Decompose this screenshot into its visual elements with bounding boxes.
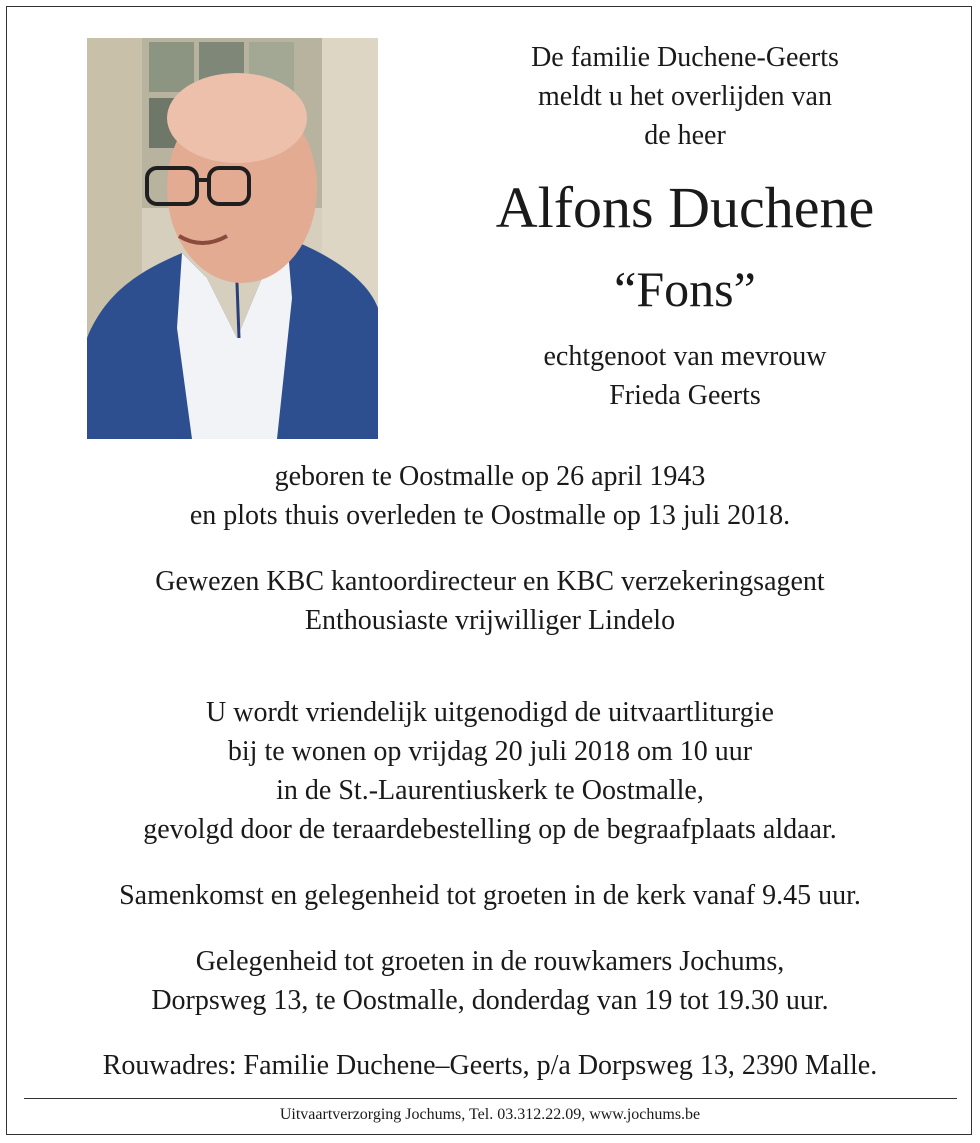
- mourning-address: Rouwadres: Familie Duchene–Geerts, p/a Dorpsweg 13, 2390 Malle.: [102, 1050, 878, 1081]
- footer-text: Uitvaartverzorging Jochums, Tel. 03.312.22.09, www.jochums.be: [279, 1106, 701, 1123]
- spouse-line: Frieda Geerts: [609, 380, 761, 411]
- career-line: Gewezen KBC kantoordirecteur en KBC verzekeringsagent: [155, 566, 825, 597]
- footer-divider: [24, 1098, 957, 1099]
- funeral-line: U wordt vriendelijk uitgenodigd de uitvaartliturgie: [206, 697, 774, 728]
- funeral-paragraph: [20, 693, 960, 849]
- viewing-line: Gelegenheid tot groeten in de rouwkamers Jochums,: [195, 946, 785, 977]
- birth-death-paragraph: [20, 457, 960, 535]
- deceased-name: Alfons Duchene: [495, 175, 875, 240]
- career-paragraph: [20, 562, 960, 640]
- funeral-line: gevolgd door de teraardebestelling op de begraafplaats aldaar.: [143, 814, 837, 845]
- portrait-photo: [87, 38, 378, 439]
- spouse-text: [470, 337, 900, 415]
- gathering-paragraph: Samenkomst en gelegenheid tot groeten in de kerk vanaf 9.45 uur.: [119, 880, 861, 911]
- birth-line: geboren te Oostmalle op 26 april 1943: [274, 461, 706, 492]
- intro-line: de heer: [644, 120, 726, 151]
- funeral-line: bij te wonen op vrijdag 20 juli 2018 om 10 uur: [227, 736, 753, 767]
- intro-line: De familie Duchene-Geerts: [531, 42, 839, 73]
- death-line: en plots thuis overleden te Oostmalle op 13 juli 2018.: [189, 500, 791, 531]
- career-line: Enthousiaste vrijwilliger Lindelo: [304, 605, 676, 636]
- viewing-paragraph: [20, 942, 960, 1020]
- intro-line: meldt u het overlijden van: [538, 81, 832, 112]
- spouse-line: echtgenoot van mevrouw: [543, 341, 827, 372]
- intro-text: [480, 38, 890, 155]
- deceased-nickname: “Fons”: [614, 261, 756, 317]
- funeral-line: in de St.-Laurentiuskerk te Oostmalle,: [276, 775, 704, 806]
- viewing-line: Dorpsweg 13, te Oostmalle, donderdag van 19 tot 19.30 uur.: [151, 985, 829, 1016]
